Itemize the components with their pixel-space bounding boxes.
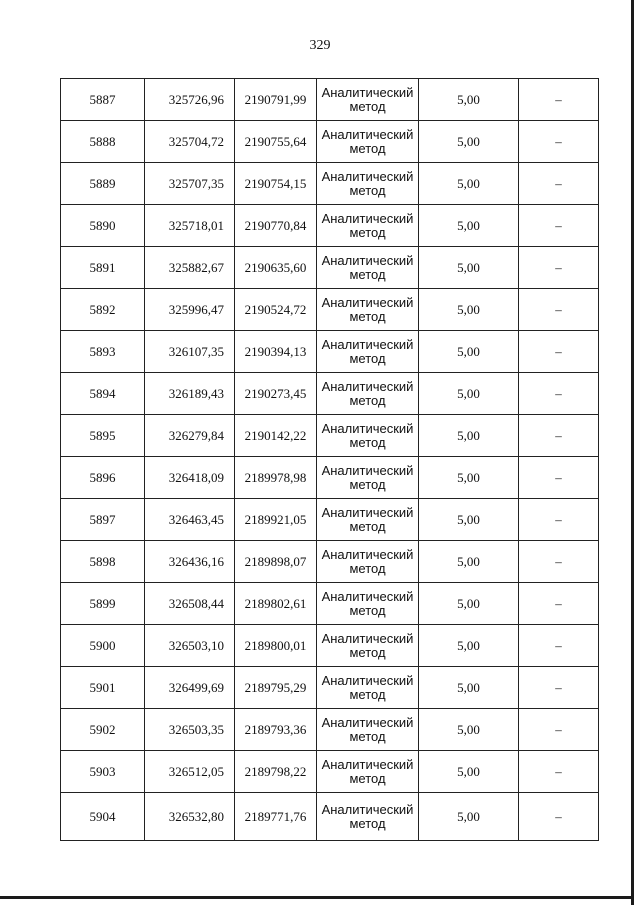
y-coordinate-cell: 2189795,29 [235, 667, 317, 709]
precision-cell: 5,00 [419, 79, 519, 121]
precision-cell: 5,00 [419, 541, 519, 583]
precision-cell: 5,00 [419, 667, 519, 709]
description-cell: – [519, 667, 599, 709]
point-number-cell: 5896 [61, 457, 145, 499]
point-number-cell: 5887 [61, 79, 145, 121]
method-line-1: Аналитический [321, 294, 414, 310]
y-coordinate-cell: 2190394,13 [235, 331, 317, 373]
description-cell: – [519, 541, 599, 583]
description-cell: – [519, 163, 599, 205]
method-cell [317, 667, 419, 709]
x-coordinate-cell: 326503,35 [145, 709, 235, 751]
page-number: 329 [309, 38, 331, 53]
method-line-2: метод [349, 266, 386, 282]
precision-cell: 5,00 [419, 499, 519, 541]
precision-cell: 5,00 [419, 625, 519, 667]
method-line-2: метод [349, 98, 386, 114]
method-line-2: метод [349, 560, 386, 576]
table-row [61, 709, 599, 751]
method-line-1: Аналитический [321, 126, 414, 142]
y-coordinate-cell: 2189798,22 [235, 751, 317, 793]
method-line-2: метод [349, 140, 386, 156]
method-line-2: метод [349, 182, 386, 198]
method-line-1: Аналитический [321, 714, 414, 730]
precision-cell: 5,00 [419, 331, 519, 373]
description-cell: – [519, 331, 599, 373]
y-coordinate-cell: 2189978,98 [235, 457, 317, 499]
x-coordinate-cell: 326532,80 [145, 793, 235, 841]
x-coordinate-cell: 326279,84 [145, 415, 235, 457]
point-number-cell: 5890 [61, 205, 145, 247]
method-line-1: Аналитический [321, 210, 414, 226]
method-line-1: Аналитический [321, 756, 414, 772]
method-cell [317, 457, 419, 499]
x-coordinate-cell: 326436,16 [145, 541, 235, 583]
method-line-1: Аналитический [321, 84, 414, 100]
method-line-2: метод [349, 602, 386, 618]
description-cell: – [519, 583, 599, 625]
method-cell [317, 163, 419, 205]
point-number-cell: 5897 [61, 499, 145, 541]
method-line-2: метод [349, 518, 386, 534]
description-cell: – [519, 709, 599, 751]
table-row [61, 583, 599, 625]
method-line-1: Аналитический [321, 588, 414, 604]
method-line-1: Аналитический [321, 630, 414, 646]
page-border-right [631, 0, 634, 905]
point-number-cell: 5895 [61, 415, 145, 457]
point-number-cell: 5894 [61, 373, 145, 415]
method-cell [317, 247, 419, 289]
y-coordinate-cell: 2189800,01 [235, 625, 317, 667]
table-row [61, 625, 599, 667]
description-cell: – [519, 289, 599, 331]
method-cell [317, 709, 419, 751]
method-line-1: Аналитический [321, 252, 414, 268]
table-row [61, 457, 599, 499]
x-coordinate-cell: 326418,09 [145, 457, 235, 499]
point-number-cell: 5904 [61, 793, 145, 841]
x-coordinate-cell: 325996,47 [145, 289, 235, 331]
table-row [61, 205, 599, 247]
table-row [61, 163, 599, 205]
table-row [61, 415, 599, 457]
method-line-2: метод [349, 224, 386, 240]
x-coordinate-cell: 325718,01 [145, 205, 235, 247]
y-coordinate-cell: 2189771,76 [235, 793, 317, 841]
method-cell [317, 373, 419, 415]
method-line-1: Аналитический [321, 378, 414, 394]
table-row [61, 373, 599, 415]
method-cell [317, 751, 419, 793]
point-number-cell: 5898 [61, 541, 145, 583]
method-line-2: метод [349, 644, 386, 660]
x-coordinate-cell: 326463,45 [145, 499, 235, 541]
method-line-1: Аналитический [321, 420, 414, 436]
point-number-cell: 5899 [61, 583, 145, 625]
method-cell [317, 415, 419, 457]
method-line-2: метод [349, 350, 386, 366]
x-coordinate-cell: 326499,69 [145, 667, 235, 709]
method-cell [317, 331, 419, 373]
precision-cell: 5,00 [419, 205, 519, 247]
y-coordinate-cell: 2190791,99 [235, 79, 317, 121]
point-number-cell: 5900 [61, 625, 145, 667]
y-coordinate-cell: 2189921,05 [235, 499, 317, 541]
y-coordinate-cell: 2189802,61 [235, 583, 317, 625]
y-coordinate-cell: 2190754,15 [235, 163, 317, 205]
table-body [61, 79, 599, 841]
table-row [61, 289, 599, 331]
method-line-1: Аналитический [321, 801, 414, 817]
method-cell [317, 205, 419, 247]
method-line-1: Аналитический [321, 546, 414, 562]
method-cell [317, 625, 419, 667]
method-line-2: метод [349, 728, 386, 744]
point-number-cell: 5892 [61, 289, 145, 331]
table-row [61, 667, 599, 709]
method-cell [317, 121, 419, 163]
x-coordinate-cell: 326512,05 [145, 751, 235, 793]
x-coordinate-cell: 326107,35 [145, 331, 235, 373]
description-cell: – [519, 751, 599, 793]
table-row [61, 331, 599, 373]
precision-cell: 5,00 [419, 415, 519, 457]
x-coordinate-cell: 326503,10 [145, 625, 235, 667]
table-row [61, 793, 599, 841]
method-line-2: метод [349, 392, 386, 408]
precision-cell: 5,00 [419, 247, 519, 289]
description-cell: – [519, 205, 599, 247]
y-coordinate-cell: 2190273,45 [235, 373, 317, 415]
x-coordinate-cell: 325707,35 [145, 163, 235, 205]
method-line-1: Аналитический [321, 168, 414, 184]
x-coordinate-cell: 326508,44 [145, 583, 235, 625]
description-cell: – [519, 247, 599, 289]
precision-cell: 5,00 [419, 709, 519, 751]
page-border-bottom [0, 896, 634, 899]
x-coordinate-cell: 326189,43 [145, 373, 235, 415]
method-line-2: метод [349, 308, 386, 324]
table-row [61, 541, 599, 583]
description-cell: – [519, 499, 599, 541]
description-cell: – [519, 79, 599, 121]
method-line-2: метод [349, 770, 386, 786]
table-row [61, 121, 599, 163]
x-coordinate-cell: 325704,72 [145, 121, 235, 163]
point-number-cell: 5889 [61, 163, 145, 205]
y-coordinate-cell: 2190635,60 [235, 247, 317, 289]
precision-cell: 5,00 [419, 289, 519, 331]
y-coordinate-cell: 2190770,84 [235, 205, 317, 247]
method-cell [317, 583, 419, 625]
method-line-2: метод [349, 686, 386, 702]
method-line-2: метод [349, 434, 386, 450]
method-line-1: Аналитический [321, 336, 414, 352]
method-cell [317, 499, 419, 541]
precision-cell: 5,00 [419, 121, 519, 163]
table-row [61, 247, 599, 289]
precision-cell: 5,00 [419, 793, 519, 841]
description-cell: – [519, 373, 599, 415]
precision-cell: 5,00 [419, 583, 519, 625]
table-row [61, 751, 599, 793]
description-cell: – [519, 415, 599, 457]
precision-cell: 5,00 [419, 163, 519, 205]
coordinates-table [60, 78, 599, 841]
table-row [61, 79, 599, 121]
x-coordinate-cell: 325726,96 [145, 79, 235, 121]
method-cell [317, 289, 419, 331]
precision-cell: 5,00 [419, 751, 519, 793]
description-cell: – [519, 793, 599, 841]
y-coordinate-cell: 2189898,07 [235, 541, 317, 583]
y-coordinate-cell: 2190524,72 [235, 289, 317, 331]
point-number-cell: 5901 [61, 667, 145, 709]
precision-cell: 5,00 [419, 373, 519, 415]
method-line-1: Аналитический [321, 672, 414, 688]
point-number-cell: 5891 [61, 247, 145, 289]
description-cell: – [519, 625, 599, 667]
point-number-cell: 5888 [61, 121, 145, 163]
method-line-2: метод [349, 815, 386, 831]
method-line-1: Аналитический [321, 462, 414, 478]
method-cell [317, 541, 419, 583]
method-cell [317, 793, 419, 841]
description-cell: – [519, 457, 599, 499]
method-cell [317, 79, 419, 121]
y-coordinate-cell: 2189793,36 [235, 709, 317, 751]
precision-cell: 5,00 [419, 457, 519, 499]
y-coordinate-cell: 2190142,22 [235, 415, 317, 457]
y-coordinate-cell: 2190755,64 [235, 121, 317, 163]
point-number-cell: 5893 [61, 331, 145, 373]
x-coordinate-cell: 325882,67 [145, 247, 235, 289]
method-line-1: Аналитический [321, 504, 414, 520]
description-cell: – [519, 121, 599, 163]
point-number-cell: 5902 [61, 709, 145, 751]
point-number-cell: 5903 [61, 751, 145, 793]
method-line-2: метод [349, 476, 386, 492]
table-row [61, 499, 599, 541]
